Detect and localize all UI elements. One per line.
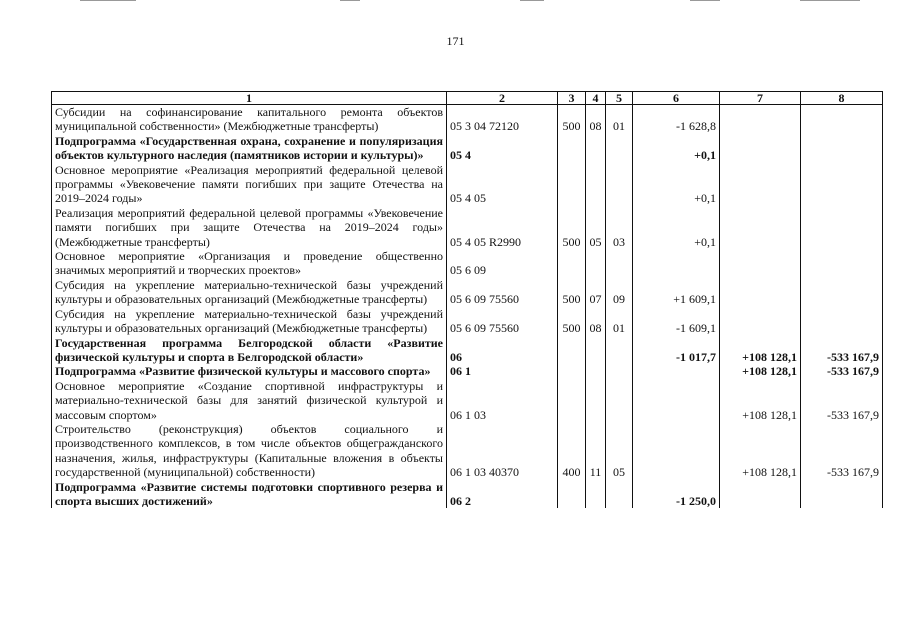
row-col-5: 03 (606, 206, 633, 249)
row-code: 05 6 09 75560 (447, 307, 558, 336)
table-row (52, 336, 883, 365)
row-description: Субсидии на софинансирование капитального ремонта объектов муниципальной собственности» (Межбюджетные трансферты) (52, 105, 447, 134)
table-row (52, 134, 883, 163)
table-row (52, 249, 883, 278)
row-col-8: -533 167,9 (801, 364, 883, 378)
row-col-5: 09 (606, 278, 633, 307)
col-header-7: 7 (720, 92, 801, 105)
table-row (52, 105, 883, 134)
row-col-4 (586, 249, 606, 278)
row-description: Основное мероприятие «Организация и проведение общественно значимых мероприятий и творческих проектов» (52, 249, 447, 278)
row-code: 06 1 03 (447, 379, 558, 422)
row-col-7: +108 128,1 (720, 422, 801, 480)
row-code: 05 4 (447, 134, 558, 163)
row-col-8 (801, 249, 883, 278)
row-col-6: -1 250,0 (633, 480, 720, 509)
row-col-7: +108 128,1 (720, 336, 801, 365)
row-col-7 (720, 134, 801, 163)
table-row (52, 364, 883, 378)
row-code: 05 6 09 75560 (447, 278, 558, 307)
row-description: Субсидия на укрепление материально-технической базы учреждений культуры и образовательных организаций (Межбюджетные трансферты) (52, 307, 447, 336)
row-col-4 (586, 480, 606, 509)
col-header-2: 2 (447, 92, 558, 105)
row-col-7 (720, 307, 801, 336)
table-row (52, 278, 883, 307)
row-col-6 (633, 249, 720, 278)
row-col-7: +108 128,1 (720, 379, 801, 422)
row-col-8 (801, 105, 883, 134)
row-code: 05 4 05 (447, 163, 558, 206)
row-code: 06 (447, 336, 558, 365)
row-col-3 (558, 379, 586, 422)
row-col-6: -1 628,8 (633, 105, 720, 134)
col-header-6: 6 (633, 92, 720, 105)
table-row (52, 307, 883, 336)
row-code: 05 6 09 (447, 249, 558, 278)
row-col-8: -533 167,9 (801, 422, 883, 480)
table-row (52, 206, 883, 249)
row-code: 06 1 (447, 364, 558, 378)
row-col-6: +0,1 (633, 206, 720, 249)
row-col-3: 500 (558, 206, 586, 249)
row-col-3: 500 (558, 278, 586, 307)
row-col-6: -1 609,1 (633, 307, 720, 336)
row-col-6 (633, 422, 720, 480)
table-row (52, 422, 883, 480)
row-col-5: 05 (606, 422, 633, 480)
row-code: 06 2 (447, 480, 558, 509)
row-col-5 (606, 249, 633, 278)
row-code: 05 4 05 R2990 (447, 206, 558, 249)
row-col-4 (586, 364, 606, 378)
row-col-7 (720, 163, 801, 206)
table-row (52, 480, 883, 509)
row-col-7: +108 128,1 (720, 364, 801, 378)
row-col-8 (801, 480, 883, 509)
row-col-3: 500 (558, 307, 586, 336)
col-header-4: 4 (586, 92, 606, 105)
row-col-6: -1 017,7 (633, 336, 720, 365)
row-col-6: +1 609,1 (633, 278, 720, 307)
row-col-7 (720, 480, 801, 509)
row-col-4 (586, 379, 606, 422)
row-col-4 (586, 336, 606, 365)
row-col-5: 01 (606, 307, 633, 336)
row-col-8: -533 167,9 (801, 379, 883, 422)
row-col-6: +0,1 (633, 134, 720, 163)
row-col-4: 05 (586, 206, 606, 249)
page-number: 171 (446, 34, 465, 48)
row-col-3 (558, 134, 586, 163)
row-description: Подпрограмма «Развитие системы подготовки спортивного резерва и спорта высших достижений» (52, 480, 447, 509)
row-col-5 (606, 134, 633, 163)
row-code: 05 3 04 72120 (447, 105, 558, 134)
row-col-8 (801, 163, 883, 206)
row-col-8 (801, 134, 883, 163)
row-description: Основное мероприятие «Реализация мероприятий федеральной целевой программы «Увековечение памяти погибших при защите Отечества на 2019–2024 годы» (52, 163, 447, 206)
row-col-4 (586, 134, 606, 163)
row-col-4: 11 (586, 422, 606, 480)
row-col-4: 08 (586, 307, 606, 336)
row-col-7 (720, 206, 801, 249)
row-col-3: 400 (558, 422, 586, 480)
row-col-5 (606, 480, 633, 509)
row-code: 06 1 03 40370 (447, 422, 558, 480)
budget-table (51, 91, 883, 508)
row-col-3: 500 (558, 105, 586, 134)
col-header-3: 3 (558, 92, 586, 105)
row-description: Основное мероприятие «Создание спортивной инфраструктуры и материально-технической базы для занятий физической культурой и массовым спортом» (52, 379, 447, 422)
row-col-7 (720, 278, 801, 307)
row-description: Субсидия на укрепление материально-технической базы учреждений культуры и образовательных организаций (Межбюджетные трансферты) (52, 278, 447, 307)
table-row (52, 379, 883, 422)
row-description: Государственная программа Белгородской области «Развитие физической культуры и спорта в Белгородской области» (52, 336, 447, 365)
row-col-3 (558, 364, 586, 378)
row-col-4: 07 (586, 278, 606, 307)
row-col-4 (586, 163, 606, 206)
col-header-1: 1 (52, 92, 447, 105)
row-col-3 (558, 480, 586, 509)
header-row (52, 92, 883, 105)
col-header-5: 5 (606, 92, 633, 105)
row-description: Реализация мероприятий федеральной целевой программы «Увековечение памяти погибших при защите Отечества на 2019–2024 годы» (Межбюджетные трансферты) (52, 206, 447, 249)
row-col-5: 01 (606, 105, 633, 134)
table-row (52, 163, 883, 206)
row-col-6 (633, 379, 720, 422)
row-col-3 (558, 163, 586, 206)
row-col-8 (801, 307, 883, 336)
row-col-6 (633, 364, 720, 378)
row-col-8 (801, 206, 883, 249)
row-col-5 (606, 336, 633, 365)
row-col-7 (720, 249, 801, 278)
col-header-8: 8 (801, 92, 883, 105)
row-description: Подпрограмма «Развитие физической культуры и массового спорта» (52, 364, 447, 378)
row-description: Подпрограмма «Государственная охрана, сохранение и популяризация объектов культурного наследия (памятников истории и культуры)» (52, 134, 447, 163)
row-col-3 (558, 336, 586, 365)
row-col-5 (606, 364, 633, 378)
row-col-8 (801, 278, 883, 307)
row-col-5 (606, 379, 633, 422)
row-col-3 (558, 249, 586, 278)
row-description: Строительство (реконструкция) объектов социального и производственного комплексов, в том числе объектов общегражданского назначения, жилья, инфраструктуры (Капитальные вложения в объекты государственной (муниципальной) собственности) (52, 422, 447, 480)
row-col-5 (606, 163, 633, 206)
row-col-7 (720, 105, 801, 134)
row-col-8: -533 167,9 (801, 336, 883, 365)
row-col-4: 08 (586, 105, 606, 134)
row-col-6: +0,1 (633, 163, 720, 206)
